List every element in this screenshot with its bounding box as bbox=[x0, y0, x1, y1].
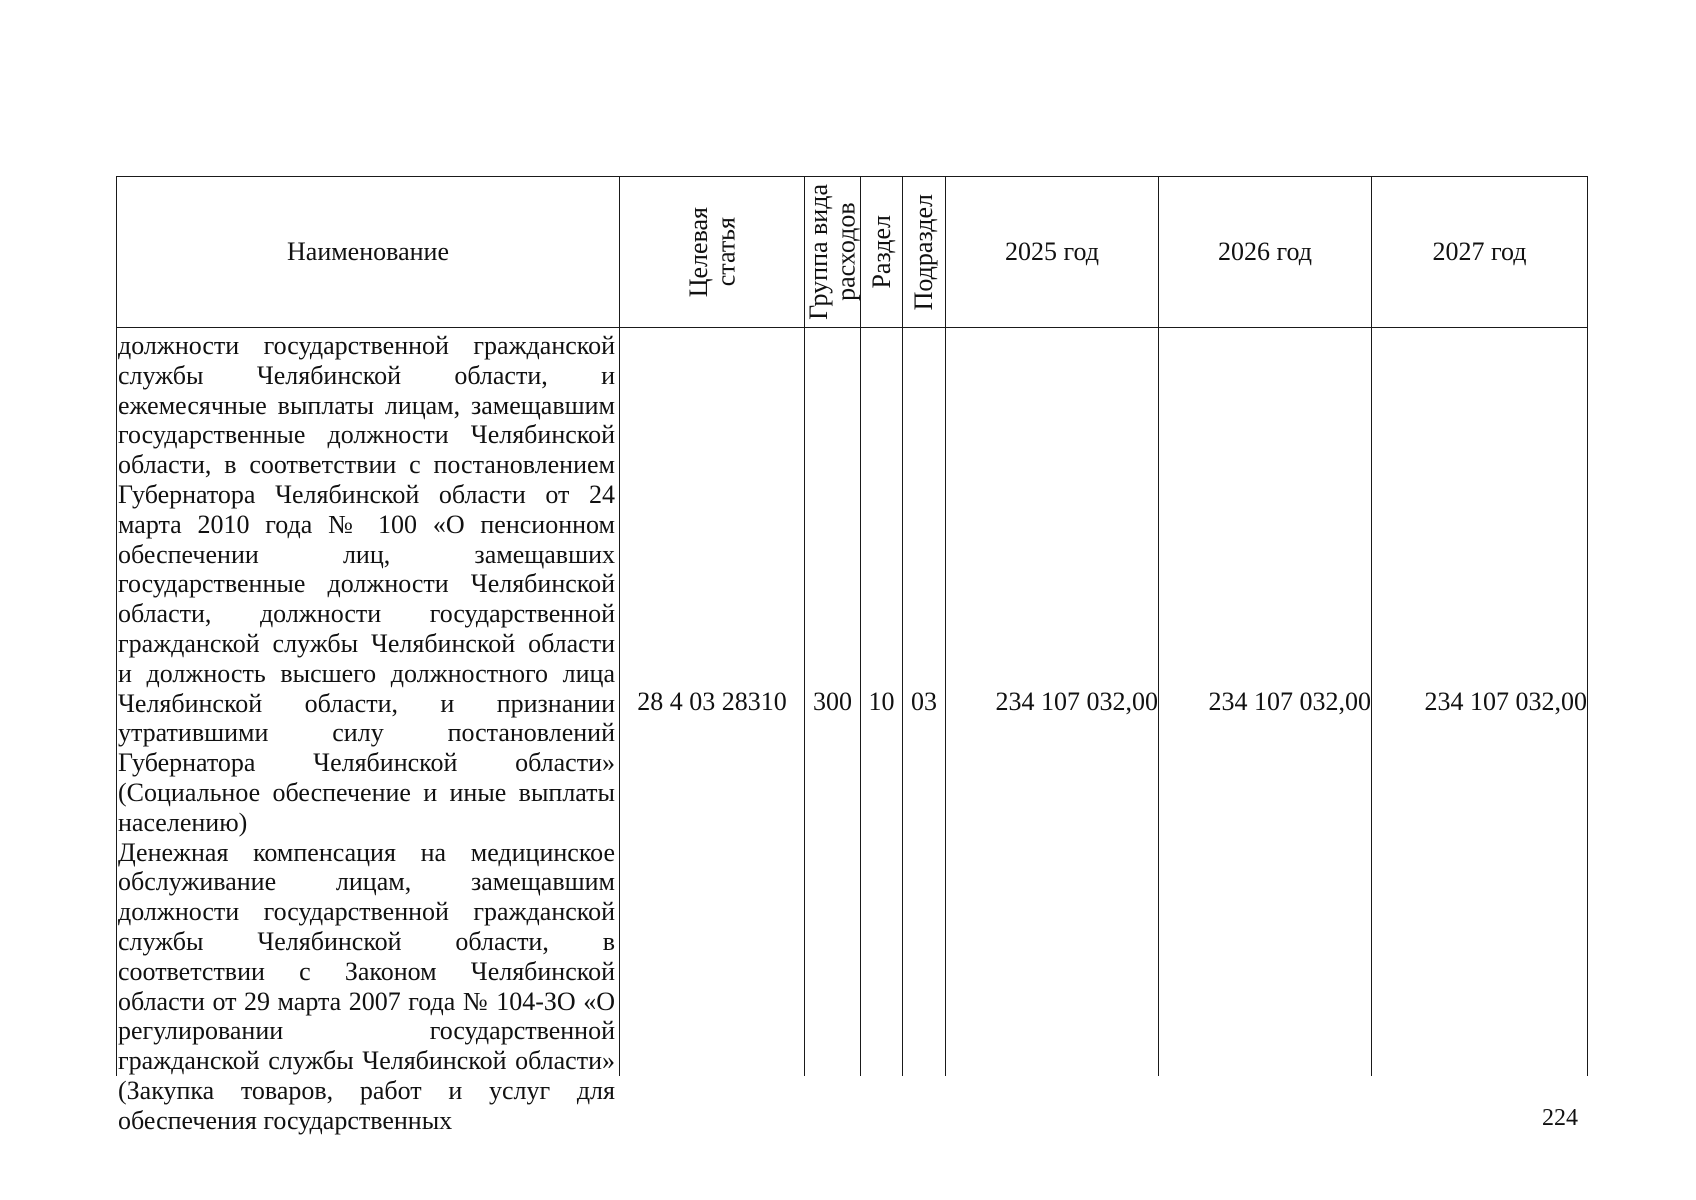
header-name: Наименование bbox=[117, 177, 620, 328]
header-year-2025: 2025 год bbox=[946, 177, 1159, 328]
cell-name bbox=[117, 328, 620, 1135]
table-row bbox=[117, 328, 1588, 1077]
cell-amount-2025: 234 107 032,00 bbox=[946, 328, 1159, 1077]
header-target-article-line1: Целевая bbox=[683, 206, 713, 298]
header-subsection: Подраздел bbox=[903, 177, 946, 328]
name-paragraph-1: должности государственной гражданской службы Челябинской области, и ежемесячные выплаты лицам, замещавшим государственные должности Челябинской области, в соответствии с постановлением Губернатора Челябинской области от 24 марта 2010 года № 100 «О пенсионном обеспечении лиц, замещавших государственные должности Челябинской области, должности государственной гражданской службы Челябинской области и должность высшего должностного лица Челябинской области, и признании утратившими силу постановлений Губернатора Челябинской области» (Социальное обеспечение и иные выплаты населению) bbox=[118, 331, 615, 837]
header-year-2027: 2027 год bbox=[1372, 177, 1588, 328]
cell-amount-2027: 234 107 032,00 bbox=[1372, 328, 1588, 1077]
page-number: 224 bbox=[1542, 1105, 1578, 1131]
table-header-row bbox=[117, 177, 1588, 328]
cell-section: 10 bbox=[861, 328, 903, 1077]
header-expense-group-line1: Группа вида bbox=[804, 184, 834, 320]
cell-amount-2026: 234 107 032,00 bbox=[1159, 328, 1372, 1077]
header-section: Раздел bbox=[861, 177, 903, 328]
name-paragraph-2: Денежная компенсация на медицинское обслуживание лицам, замещавшим должности государственной гражданской службы Челябинской области, в соответствии с Законом Челябинской области от 29 марта 2007 года № 104-ЗО «О регулировании государственной гражданской службы Челябинской области» (Закупка товаров, работ и услуг для обеспечения государственных bbox=[118, 837, 615, 1135]
cell-expense-group: 300 bbox=[805, 328, 861, 1077]
header-expense-group-line2: расходов bbox=[831, 202, 861, 302]
header-target-article-line2: статья bbox=[711, 217, 740, 287]
header-year-2026: 2026 год bbox=[1159, 177, 1372, 328]
cell-target-article: 28 4 03 28310 bbox=[620, 328, 805, 1077]
cell-subsection: 03 bbox=[903, 328, 946, 1077]
header-expense-group bbox=[805, 177, 861, 328]
header-target-article bbox=[620, 177, 805, 328]
